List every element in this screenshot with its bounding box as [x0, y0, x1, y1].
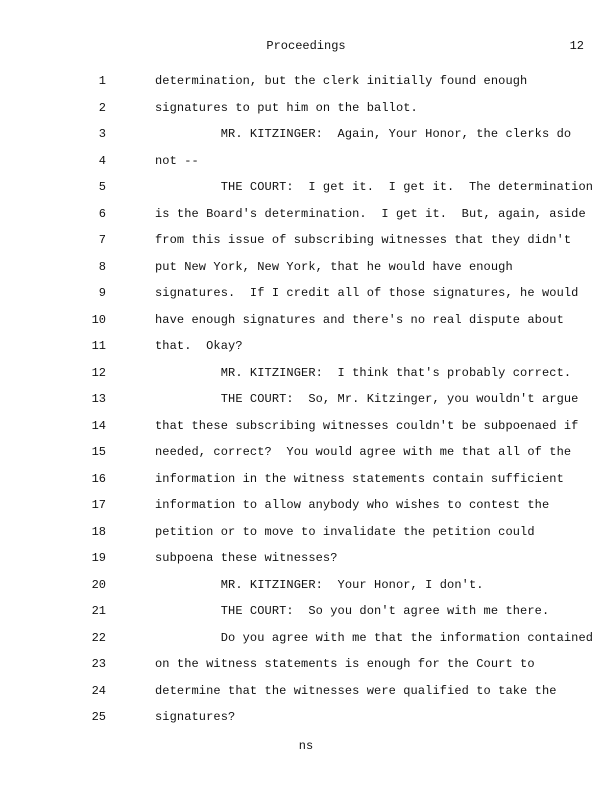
transcript-line	[0, 100, 612, 127]
line-number: 20	[91, 577, 106, 592]
transcript-line	[0, 418, 612, 445]
line-number: 3	[98, 127, 106, 141]
line-number: 19	[91, 551, 106, 565]
line-text: on the witness statements is enough for the Court to	[155, 657, 535, 671]
transcript-line	[0, 577, 612, 604]
line-number: 21	[91, 604, 106, 618]
line-number: 12	[91, 365, 106, 380]
transcript-line	[0, 126, 612, 153]
line-text: petition or to move to invalidate the petition could	[155, 524, 535, 539]
line-text: information in the witness statements contain sufficient	[155, 471, 564, 486]
transcript-line	[0, 444, 612, 471]
line-text: put New York, New York, that he would have enough	[155, 259, 513, 274]
line-text: THE COURT: I get it. I get it. The determination	[155, 180, 594, 194]
transcript-line	[0, 338, 612, 365]
line-text: signatures?	[155, 710, 236, 724]
line-number: 14	[91, 418, 106, 433]
line-number: 15	[91, 445, 106, 459]
line-number: 5	[98, 180, 106, 194]
transcript-line	[0, 524, 612, 551]
line-number: 17	[91, 498, 106, 512]
transcript-line	[0, 550, 612, 577]
line-text: signatures to put him on the ballot.	[155, 100, 418, 115]
transcript-line	[0, 656, 612, 683]
line-number: 8	[98, 259, 106, 274]
line-number: 1	[98, 74, 106, 88]
line-number: 25	[91, 710, 106, 724]
line-text: MR. KITZINGER: I think that's probably correct.	[155, 365, 572, 380]
page-title: Proceedings	[266, 39, 346, 53]
transcript-line	[0, 206, 612, 233]
transcript-line	[0, 471, 612, 498]
line-text: MR. KITZINGER: Again, Your Honor, the clerks do	[155, 127, 572, 141]
line-text: from this issue of subscribing witnesses that they didn't	[155, 233, 572, 247]
transcript-line	[0, 285, 612, 312]
reporter-initials: ns	[298, 739, 314, 753]
line-number: 10	[91, 312, 106, 327]
line-number: 2	[98, 100, 106, 115]
transcript-line	[0, 709, 612, 736]
line-text: that. Okay?	[155, 339, 243, 353]
transcript-line	[0, 391, 612, 418]
transcript-line	[0, 179, 612, 206]
line-text: determination, but the clerk initially found enough	[155, 74, 528, 88]
line-number: 9	[98, 286, 106, 300]
page-number: 12	[569, 39, 584, 53]
line-text: determine that the witnesses were qualified to take the	[155, 683, 557, 698]
transcript-lines	[0, 73, 612, 736]
transcript-line	[0, 259, 612, 286]
line-text: THE COURT: So you don't agree with me there.	[155, 604, 550, 618]
line-text: THE COURT: So, Mr. Kitzinger, you wouldn't argue	[155, 392, 579, 406]
line-text: needed, correct? You would agree with me that all of the	[155, 445, 572, 459]
transcript-line	[0, 153, 612, 180]
line-text: not --	[155, 153, 199, 168]
line-number: 22	[91, 630, 106, 645]
line-text: have enough signatures and there's no real dispute about	[155, 312, 564, 327]
transcript-line	[0, 365, 612, 392]
line-number: 13	[91, 392, 106, 406]
line-number: 4	[98, 153, 106, 168]
line-text: signatures. If I credit all of those signatures, he would	[155, 286, 579, 300]
line-text: is the Board's determination. I get it. But, again, aside	[155, 206, 586, 221]
line-text: information to allow anybody who wishes to contest the	[155, 498, 550, 512]
transcript-line	[0, 630, 612, 657]
line-number: 6	[98, 206, 106, 221]
line-number: 18	[91, 524, 106, 539]
transcript-line	[0, 683, 612, 710]
line-text: subpoena these witnesses?	[155, 551, 338, 565]
line-text: that these subscribing witnesses couldn't be subpoenaed if	[155, 418, 579, 433]
line-number: 7	[98, 233, 106, 247]
transcript-line	[0, 497, 612, 524]
line-number: 23	[91, 657, 106, 671]
transcript-line	[0, 603, 612, 630]
transcript-line	[0, 73, 612, 100]
line-number: 24	[91, 683, 106, 698]
transcript-line	[0, 312, 612, 339]
line-number: 16	[91, 471, 106, 486]
line-text: MR. KITZINGER: Your Honor, I don't.	[155, 577, 484, 592]
transcript-line	[0, 232, 612, 259]
line-number: 11	[91, 339, 106, 353]
line-text: Do you agree with me that the information contained	[155, 630, 594, 645]
